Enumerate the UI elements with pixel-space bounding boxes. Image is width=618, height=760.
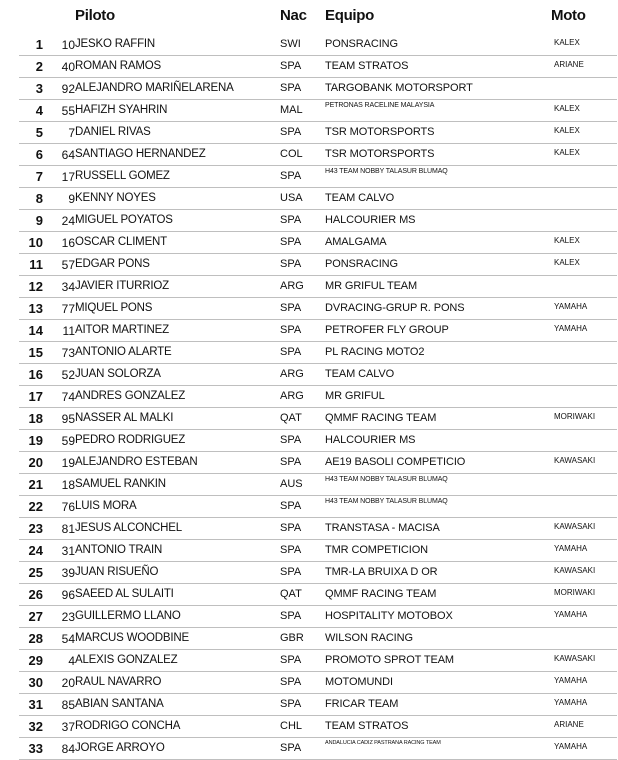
- rider-number-cell: 4: [68, 654, 75, 668]
- nationality-cell: AUS: [280, 478, 303, 490]
- rider-name-cell: ROMAN RAMOS: [75, 60, 161, 72]
- table-row: [19, 254, 617, 276]
- header-nac: Nac: [280, 7, 307, 24]
- team-cell: HALCOURIER MS: [325, 434, 416, 446]
- rider-number-cell: 9: [68, 192, 75, 206]
- nationality-cell: SPA: [280, 742, 302, 754]
- rider-number-cell: 77: [61, 302, 75, 316]
- rider-name-cell: MARCUS WOODBINE: [75, 632, 189, 644]
- rider-name-cell: ANTONIO TRAIN: [75, 544, 163, 556]
- team-cell: PONSRACING: [325, 38, 398, 50]
- rider-name-cell: DANIEL RIVAS: [75, 126, 151, 138]
- bike-cell: MORIWAKI: [554, 412, 596, 421]
- position-cell: 30: [28, 675, 43, 690]
- position-cell: 20: [28, 455, 43, 470]
- rider-name-cell: JUAN RISUEÑO: [75, 566, 159, 578]
- rider-number-cell: 96: [61, 588, 75, 602]
- position-cell: 12: [28, 279, 43, 294]
- rider-name-cell: JESKO RAFFIN: [75, 38, 156, 50]
- position-cell: 31: [28, 697, 43, 712]
- bike-cell: KAWASAKI: [554, 566, 596, 575]
- rider-number-cell: 17: [61, 170, 75, 184]
- rider-number-cell: 55: [61, 104, 75, 118]
- table-row: [19, 78, 617, 100]
- team-cell: TEAM STRATOS: [325, 720, 409, 732]
- nationality-cell: USA: [280, 192, 303, 204]
- table-row: [19, 232, 617, 254]
- position-cell: 10: [28, 235, 43, 250]
- team-cell: ANDALUCIA CADIZ PASTRANA RACING TEAM: [325, 740, 441, 746]
- nationality-cell: SPA: [280, 126, 302, 138]
- nationality-cell: SPA: [280, 82, 302, 94]
- rider-name-cell: HAFIZH SYAHRIN: [75, 104, 168, 116]
- team-cell: TARGOBANK MOTORSPORT: [325, 82, 473, 94]
- position-cell: 29: [28, 653, 43, 668]
- position-cell: 8: [35, 191, 43, 206]
- nationality-cell: SPA: [280, 214, 302, 226]
- team-cell: AMALGAMA: [325, 236, 387, 248]
- position-cell: 15: [28, 345, 43, 360]
- table-row: [19, 738, 617, 760]
- table-row: [19, 672, 617, 694]
- rider-name-cell: ABIAN SANTANA: [75, 698, 164, 710]
- table-row: [19, 408, 617, 430]
- nationality-cell: SPA: [280, 346, 302, 358]
- table-row: [19, 430, 617, 452]
- team-cell: PL RACING MOTO2: [325, 346, 425, 358]
- nationality-cell: CHL: [280, 720, 303, 732]
- rider-number-cell: 19: [61, 456, 75, 470]
- rider-number-cell: 40: [61, 60, 75, 74]
- team-cell: H43 TEAM NOBBY TALASUR BLUMAQ: [325, 476, 448, 483]
- bike-cell: YAMAHA: [554, 676, 588, 685]
- team-cell: DVRACING-GRUP R. PONS: [325, 302, 465, 314]
- position-cell: 3: [35, 81, 43, 96]
- team-cell: TMR-LA BRUIXA D OR: [325, 566, 438, 578]
- rider-number-cell: 95: [61, 412, 75, 426]
- team-cell: TEAM STRATOS: [325, 60, 409, 72]
- team-cell: FRICAR TEAM: [325, 698, 399, 710]
- table-row: [19, 628, 617, 650]
- rider-name-cell: SAEED AL SULAITI: [75, 588, 174, 600]
- rider-name-cell: EDGAR PONS: [75, 258, 150, 270]
- rider-number-cell: 10: [61, 38, 75, 52]
- table-row: [19, 298, 617, 320]
- nationality-cell: QAT: [280, 412, 302, 424]
- table-row: [19, 122, 617, 144]
- rider-name-cell: JORGE ARROYO: [75, 742, 165, 754]
- table-row: [19, 694, 617, 716]
- position-cell: 6: [35, 147, 43, 162]
- nationality-cell: QAT: [280, 588, 302, 600]
- rider-name-cell: LUIS MORA: [75, 500, 137, 512]
- rider-number-cell: 20: [61, 676, 75, 690]
- rider-name-cell: JUAN SOLORZA: [75, 368, 161, 380]
- rider-number-cell: 34: [61, 280, 75, 294]
- rider-name-cell: PEDRO RODRIGUEZ: [75, 434, 186, 446]
- rider-name-cell: JAVIER ITURRIOZ: [75, 280, 169, 292]
- position-cell: 9: [35, 213, 43, 228]
- bike-cell: KALEX: [554, 38, 580, 47]
- rider-number-cell: 52: [61, 368, 75, 382]
- rider-name-cell: RODRIGO CONCHA: [75, 720, 181, 732]
- nationality-cell: SPA: [280, 456, 302, 468]
- team-cell: AE19 BASOLI COMPETICIO: [325, 456, 466, 468]
- nationality-cell: SPA: [280, 676, 302, 688]
- rider-name-cell: MIGUEL POYATOS: [75, 214, 173, 226]
- bike-cell: YAMAHA: [554, 742, 588, 751]
- header-equipo: Equipo: [325, 7, 375, 24]
- rider-number-cell: 64: [61, 148, 75, 162]
- position-cell: 33: [28, 741, 43, 756]
- bike-cell: ARIANE: [554, 60, 584, 69]
- nationality-cell: SPA: [280, 236, 302, 248]
- rider-number-cell: 37: [61, 720, 75, 734]
- rider-name-cell: MIQUEL PONS: [75, 302, 153, 314]
- nationality-cell: SPA: [280, 60, 302, 72]
- bike-cell: KALEX: [554, 104, 580, 113]
- team-cell: MR GRIFUL TEAM: [325, 280, 418, 292]
- rider-name-cell: ALEXIS GONZALEZ: [75, 654, 178, 666]
- rider-name-cell: SANTIAGO HERNANDEZ: [75, 148, 206, 160]
- bike-cell: KAWASAKI: [554, 522, 596, 531]
- nationality-cell: SPA: [280, 434, 302, 446]
- team-cell: H43 TEAM NOBBY TALASUR BLUMAQ: [325, 498, 448, 505]
- nationality-cell: ARG: [280, 368, 304, 380]
- position-cell: 1: [35, 37, 43, 52]
- table-row: [19, 210, 617, 232]
- bike-cell: YAMAHA: [554, 544, 588, 553]
- table-row: [19, 364, 617, 386]
- team-cell: MOTOMUNDI: [325, 676, 393, 688]
- rider-number-cell: 31: [61, 544, 75, 558]
- rider-number-cell: 76: [61, 500, 75, 514]
- bike-cell: KALEX: [554, 126, 580, 135]
- team-cell: PROMOTO SPROT TEAM: [325, 654, 454, 666]
- rider-number-cell: 59: [61, 434, 75, 448]
- nationality-cell: SPA: [280, 500, 302, 512]
- bike-cell: KALEX: [554, 148, 580, 157]
- team-cell: H43 TEAM NOBBY TALASUR BLUMAQ: [325, 168, 448, 175]
- rider-number-cell: 81: [61, 522, 75, 536]
- position-cell: 14: [28, 323, 43, 338]
- table-row: [19, 518, 617, 540]
- position-cell: 4: [35, 103, 43, 118]
- position-cell: 17: [28, 389, 43, 404]
- bike-cell: ARIANE: [554, 720, 584, 729]
- rider-name-cell: GUILLERMO LLANO: [75, 610, 181, 622]
- rider-name-cell: RAUL NAVARRO: [75, 676, 162, 688]
- rider-name-cell: NASSER AL MALKI: [75, 412, 174, 424]
- table-row: [19, 276, 617, 298]
- position-cell: 23: [28, 521, 43, 536]
- nationality-cell: SPA: [280, 324, 302, 336]
- table-row: [19, 650, 617, 672]
- team-cell: HALCOURIER MS: [325, 214, 416, 226]
- rider-name-cell: KENNY NOYES: [75, 192, 156, 204]
- nationality-cell: COL: [280, 148, 303, 160]
- bike-cell: KALEX: [554, 236, 580, 245]
- team-cell: TSR MOTORSPORTS: [325, 126, 435, 138]
- table-row: [19, 386, 617, 408]
- team-cell: TEAM CALVO: [325, 368, 395, 380]
- header-moto: Moto: [551, 7, 586, 24]
- table-row: [19, 562, 617, 584]
- bike-cell: MORIWAKI: [554, 588, 596, 597]
- rider-name-cell: JESUS ALCONCHEL: [75, 522, 182, 534]
- rider-number-cell: 24: [61, 214, 75, 228]
- position-cell: 16: [28, 367, 43, 382]
- nationality-cell: SWI: [280, 38, 301, 50]
- nationality-cell: SPA: [280, 610, 302, 622]
- table-row: [19, 474, 617, 496]
- bike-cell: YAMAHA: [554, 698, 588, 707]
- team-cell: TMR COMPETICION: [325, 544, 428, 556]
- position-cell: 18: [28, 411, 43, 426]
- team-cell: QMMF RACING TEAM: [325, 588, 437, 600]
- position-cell: 13: [28, 301, 43, 316]
- table-header: [0, 0, 618, 30]
- rider-number-cell: 57: [61, 258, 75, 272]
- team-cell: TEAM CALVO: [325, 192, 395, 204]
- rider-number-cell: 73: [61, 346, 75, 360]
- rider-name-cell: RUSSELL GOMEZ: [75, 170, 170, 182]
- rider-number-cell: 23: [61, 610, 75, 624]
- table-row: [19, 56, 617, 78]
- team-cell: WILSON RACING: [325, 632, 413, 644]
- bike-cell: KALEX: [554, 258, 580, 267]
- nationality-cell: SPA: [280, 544, 302, 556]
- position-cell: 28: [28, 631, 43, 646]
- nationality-cell: SPA: [280, 170, 302, 182]
- table-row: [19, 188, 617, 210]
- nationality-cell: SPA: [280, 566, 302, 578]
- position-cell: 27: [28, 609, 43, 624]
- rider-name-cell: AITOR MARTINEZ: [75, 324, 169, 336]
- rider-name-cell: ALEJANDRO ESTEBAN: [75, 456, 198, 468]
- table-row: [19, 100, 617, 122]
- rider-number-cell: 39: [61, 566, 75, 580]
- results-table: [19, 34, 617, 760]
- position-cell: 21: [28, 477, 43, 492]
- rider-number-cell: 54: [61, 632, 75, 646]
- nationality-cell: SPA: [280, 258, 302, 270]
- rider-number-cell: 92: [61, 82, 75, 96]
- rider-number-cell: 85: [61, 698, 75, 712]
- team-cell: QMMF RACING TEAM: [325, 412, 437, 424]
- table-row: [19, 540, 617, 562]
- rider-number-cell: 74: [61, 390, 75, 404]
- table-row: [19, 342, 617, 364]
- bike-cell: YAMAHA: [554, 610, 588, 619]
- nationality-cell: ARG: [280, 390, 304, 402]
- table-row: [19, 452, 617, 474]
- nationality-cell: SPA: [280, 698, 302, 710]
- position-cell: 22: [28, 499, 43, 514]
- position-cell: 7: [35, 169, 43, 184]
- rider-name-cell: ANDRES GONZALEZ: [75, 390, 186, 402]
- nationality-cell: SPA: [280, 522, 302, 534]
- table-row: [19, 166, 617, 188]
- nationality-cell: GBR: [280, 632, 304, 644]
- bike-cell: YAMAHA: [554, 302, 588, 311]
- nationality-cell: SPA: [280, 654, 302, 666]
- team-cell: PETROFER FLY GROUP: [325, 324, 449, 336]
- team-cell: TSR MOTORSPORTS: [325, 148, 435, 160]
- rider-name-cell: ANTONIO ALARTE: [75, 346, 172, 358]
- table-row: [19, 34, 617, 56]
- team-cell: PETRONAS RACELINE MALAYSIA: [325, 102, 435, 109]
- rider-number-cell: 11: [62, 324, 75, 338]
- position-cell: 19: [28, 433, 43, 448]
- rider-number-cell: 16: [61, 236, 75, 250]
- table-row: [19, 584, 617, 606]
- team-cell: TRANSTASA - MACISA: [325, 522, 440, 534]
- nationality-cell: MAL: [280, 104, 303, 116]
- rider-number-cell: 18: [61, 478, 75, 492]
- bike-cell: KAWASAKI: [554, 654, 596, 663]
- rider-name-cell: ALEJANDRO MARIÑELARENA: [75, 82, 234, 94]
- position-cell: 2: [35, 59, 43, 74]
- table-row: [19, 496, 617, 518]
- nationality-cell: ARG: [280, 280, 304, 292]
- position-cell: 24: [28, 543, 43, 558]
- table-row: [19, 716, 617, 738]
- rider-name-cell: SAMUEL RANKIN: [75, 478, 166, 490]
- rider-number-cell: 7: [68, 126, 75, 140]
- bike-cell: KAWASAKI: [554, 456, 596, 465]
- rider-number-cell: 84: [61, 742, 75, 756]
- team-cell: PONSRACING: [325, 258, 398, 270]
- nationality-cell: SPA: [280, 302, 302, 314]
- header-piloto: Piloto: [75, 7, 115, 24]
- position-cell: 11: [29, 257, 43, 272]
- position-cell: 5: [35, 125, 43, 140]
- team-cell: MR GRIFUL: [325, 390, 385, 402]
- table-row: [19, 320, 617, 342]
- table-row: [19, 144, 617, 166]
- rider-name-cell: OSCAR CLIMENT: [75, 236, 167, 248]
- team-cell: HOSPITALITY MOTOBOX: [325, 610, 453, 622]
- position-cell: 32: [28, 719, 43, 734]
- position-cell: 25: [28, 565, 43, 580]
- bike-cell: YAMAHA: [554, 324, 588, 333]
- position-cell: 26: [28, 587, 43, 602]
- table-row: [19, 606, 617, 628]
